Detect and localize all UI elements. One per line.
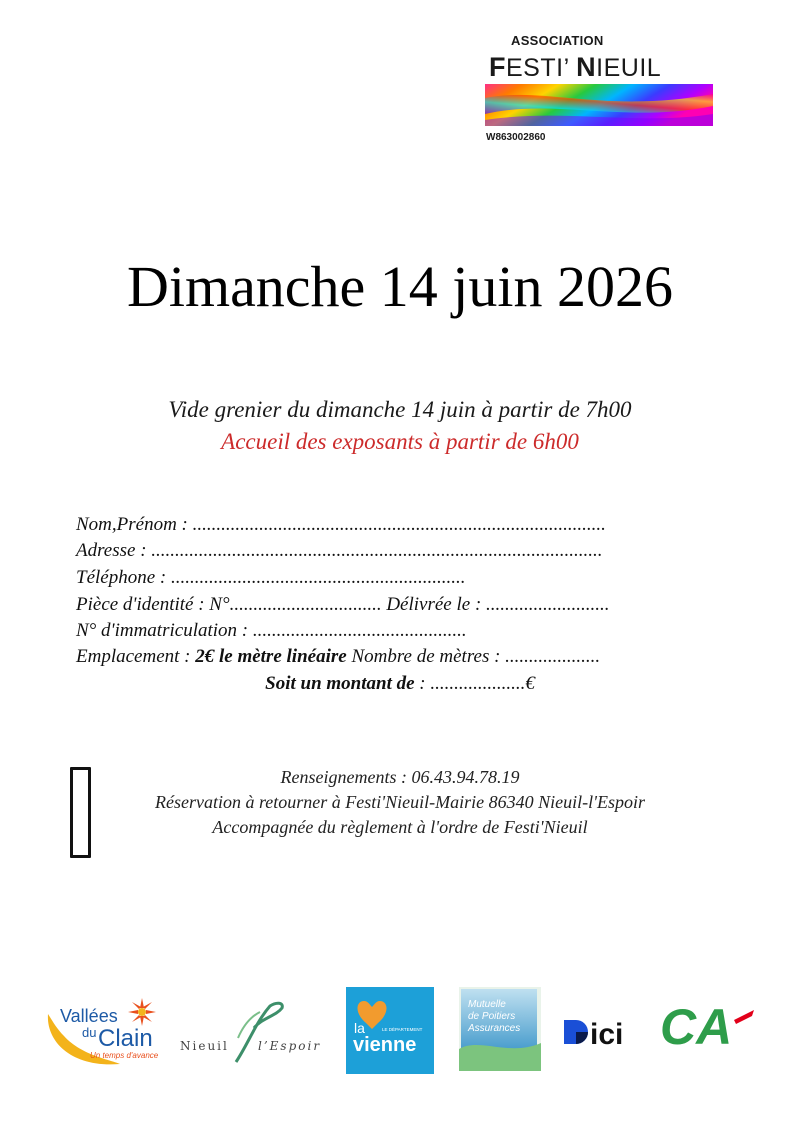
vallees-line3: Clain: [98, 1025, 153, 1052]
ici-name: ici: [590, 1018, 624, 1050]
logo-registration-code: W863002860: [486, 132, 546, 143]
mutuelle-line1: Mutuelle: [468, 999, 506, 1010]
logo-name: [489, 52, 661, 83]
logo-name-part-esti: ESTI’: [506, 54, 577, 82]
form-piece-label: Pièce d'identité : N°................................: [76, 594, 382, 615]
mutuelle-de-poitiers-logo: [459, 987, 541, 1071]
logo-name-initial-f: F: [489, 52, 506, 82]
vallees-line1: Vallées: [60, 1006, 118, 1026]
form-line-nom: Nom,Prénom : .......................................................................................: [76, 514, 606, 535]
exhibitor-welcome-subtitle: Accueil des exposants à partir de 6h00: [221, 429, 579, 454]
info-payment-line: Accompagnée du règlement à l'ordre de Festi'Nieuil: [212, 817, 588, 837]
mutuelle-line2: de Poitiers: [468, 1011, 516, 1022]
page-title: Dimanche 14 juin 2026: [126, 254, 674, 319]
rainbow-stripe-logo-image: [485, 84, 713, 126]
vallees-tagline: Un temps d'avance: [90, 1051, 159, 1060]
ici-radio-logo: [562, 1010, 637, 1050]
ca-red-stroke-icon: [734, 1010, 754, 1024]
vienne-departement-logo: [346, 987, 434, 1074]
ca-name: CA: [660, 999, 733, 1052]
form-line-montant: [0, 673, 800, 695]
logo-name-part-ieuil: IEUIL: [596, 54, 662, 82]
logo-name-initial-n: N: [576, 52, 597, 82]
nieuil-left-text: Nieuil: [180, 1039, 229, 1053]
vallees-line2: du: [82, 1025, 97, 1040]
nieuil-l-espoir-logo: [178, 998, 330, 1068]
logo-association-label: ASSOCIATION: [511, 33, 604, 48]
form-line-adresse: Adresse : ...............................................................................................: [76, 540, 603, 561]
form-montant-label: Soit un montant de: [265, 673, 415, 694]
vallees-du-clain-logo: [42, 990, 164, 1074]
form-emplacement-price: 2€ le mètre linéaire: [195, 646, 347, 667]
vienne-name: vienne: [353, 1034, 417, 1056]
form-line-immatriculation: N° d'immatriculation : .............................................: [76, 620, 467, 641]
vallees-sun-icon: [128, 998, 156, 1026]
form-montant-value: : ....................€: [414, 673, 535, 694]
info-phone-line: Renseignements : 06.43.94.78.19: [280, 767, 520, 787]
form-nombre-metres: Nombre de mètres : ....................: [346, 646, 601, 667]
form-delivree-label: Délivrée le : ..........................: [381, 594, 610, 615]
vienne-la: la: [354, 1020, 365, 1036]
form-line-emplacement: [76, 646, 600, 668]
vienne-dept-label: LE DÉPARTEMENT: [382, 1027, 423, 1032]
event-subtitle: Vide grenier du dimanche 14 juin à partir de 7h00: [168, 397, 632, 422]
form-line-piece-identite: [76, 594, 610, 616]
info-reservation-line: Réservation à retourner à Festi'Nieuil-Mairie 86340 Nieuil-l'Espoir: [155, 792, 645, 812]
mutuelle-line3: Assurances: [468, 1023, 521, 1034]
form-emplacement-label: Emplacement :: [76, 646, 196, 667]
credit-agricole-logo: [660, 998, 756, 1052]
nieuil-right-text: l’Espoir: [258, 1039, 322, 1053]
form-line-telephone: Téléphone : ..............................................................: [76, 567, 466, 588]
